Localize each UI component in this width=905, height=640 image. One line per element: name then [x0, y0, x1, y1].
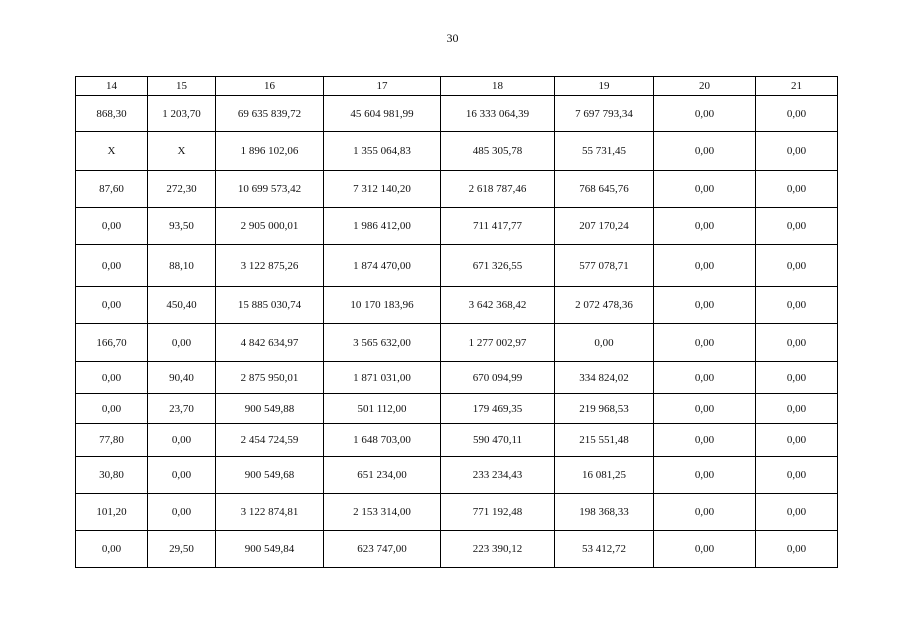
- column-header: 18: [441, 77, 555, 96]
- table-cell: 0,00: [148, 494, 216, 531]
- table-row: [76, 362, 838, 394]
- table-cell: 29,50: [148, 531, 216, 568]
- table-cell: 1 874 470,00: [324, 245, 441, 287]
- table-cell: 0,00: [76, 208, 148, 245]
- table-cell: 334 824,02: [555, 362, 654, 394]
- table-cell: 0,00: [756, 208, 838, 245]
- table-cell: 0,00: [654, 132, 756, 171]
- table-row: [76, 96, 838, 132]
- table-cell: X: [148, 132, 216, 171]
- table-cell: 179 469,35: [441, 394, 555, 424]
- table-cell: 215 551,48: [555, 424, 654, 457]
- table-cell: 207 170,24: [555, 208, 654, 245]
- table-row: [76, 208, 838, 245]
- table-row: [76, 287, 838, 324]
- table-cell: 868,30: [76, 96, 148, 132]
- table-cell: 0,00: [76, 394, 148, 424]
- table-cell: 2 454 724,59: [216, 424, 324, 457]
- header-row: [76, 77, 838, 96]
- table-cell: 771 192,48: [441, 494, 555, 531]
- table-cell: 88,10: [148, 245, 216, 287]
- table-cell: 0,00: [654, 96, 756, 132]
- table-cell: 101,20: [76, 494, 148, 531]
- table-cell: 485 305,78: [441, 132, 555, 171]
- table-cell: 0,00: [756, 324, 838, 362]
- table-cell: 1 896 102,06: [216, 132, 324, 171]
- table-cell: 501 112,00: [324, 394, 441, 424]
- table-cell: 0,00: [756, 424, 838, 457]
- table-cell: 1 277 002,97: [441, 324, 555, 362]
- table-cell: 0,00: [555, 324, 654, 362]
- table-cell: 0,00: [654, 324, 756, 362]
- table-cell: 53 412,72: [555, 531, 654, 568]
- table-cell: 1 203,70: [148, 96, 216, 132]
- table-cell: 2 905 000,01: [216, 208, 324, 245]
- table-cell: 671 326,55: [441, 245, 555, 287]
- table-row: [76, 324, 838, 362]
- table-cell: 450,40: [148, 287, 216, 324]
- table-cell: 0,00: [148, 424, 216, 457]
- table-cell: 768 645,76: [555, 171, 654, 208]
- table-cell: 16 333 064,39: [441, 96, 555, 132]
- table-cell: 3 642 368,42: [441, 287, 555, 324]
- table-cell: 55 731,45: [555, 132, 654, 171]
- table-cell: 0,00: [654, 424, 756, 457]
- table-cell: X: [76, 132, 148, 171]
- table-cell: 23,70: [148, 394, 216, 424]
- table-row: [76, 424, 838, 457]
- table-cell: 7 697 793,34: [555, 96, 654, 132]
- column-header: 14: [76, 77, 148, 96]
- table-cell: 0,00: [654, 457, 756, 494]
- table-cell: 233 234,43: [441, 457, 555, 494]
- table-cell: 0,00: [654, 394, 756, 424]
- table-cell: 0,00: [756, 457, 838, 494]
- table-cell: 590 470,11: [441, 424, 555, 457]
- table-row: [76, 245, 838, 287]
- table-cell: 223 390,12: [441, 531, 555, 568]
- table-cell: 0,00: [654, 287, 756, 324]
- table-cell: 0,00: [756, 362, 838, 394]
- table-cell: 45 604 981,99: [324, 96, 441, 132]
- table-cell: 87,60: [76, 171, 148, 208]
- table-cell: 0,00: [756, 132, 838, 171]
- table-cell: 198 368,33: [555, 494, 654, 531]
- table-cell: 0,00: [76, 287, 148, 324]
- table-row: [76, 171, 838, 208]
- column-header: 21: [756, 77, 838, 96]
- table-row: [76, 494, 838, 531]
- table-cell: 0,00: [756, 531, 838, 568]
- data-table: [75, 76, 838, 568]
- table-cell: 10 699 573,42: [216, 171, 324, 208]
- table-cell: 1 355 064,83: [324, 132, 441, 171]
- table-cell: 900 549,84: [216, 531, 324, 568]
- table-cell: 0,00: [654, 245, 756, 287]
- table-cell: 0,00: [756, 394, 838, 424]
- table-row: [76, 457, 838, 494]
- table-cell: 2 072 478,36: [555, 287, 654, 324]
- table-cell: 93,50: [148, 208, 216, 245]
- table-cell: 623 747,00: [324, 531, 441, 568]
- table-cell: 0,00: [76, 531, 148, 568]
- table-cell: 16 081,25: [555, 457, 654, 494]
- column-header: 15: [148, 77, 216, 96]
- table-cell: 2 875 950,01: [216, 362, 324, 394]
- table-cell: 0,00: [756, 494, 838, 531]
- table-cell: 2 618 787,46: [441, 171, 555, 208]
- table-cell: 10 170 183,96: [324, 287, 441, 324]
- table-cell: 3 122 875,26: [216, 245, 324, 287]
- table-cell: 4 842 634,97: [216, 324, 324, 362]
- table-cell: 0,00: [756, 96, 838, 132]
- table-header: [76, 77, 838, 96]
- table-cell: 0,00: [148, 457, 216, 494]
- table-cell: 90,40: [148, 362, 216, 394]
- table-row: [76, 531, 838, 568]
- table-cell: 219 968,53: [555, 394, 654, 424]
- table-cell: 900 549,68: [216, 457, 324, 494]
- table-cell: 0,00: [148, 324, 216, 362]
- column-header: 20: [654, 77, 756, 96]
- table-cell: 0,00: [654, 208, 756, 245]
- column-header: 19: [555, 77, 654, 96]
- table-cell: 1 648 703,00: [324, 424, 441, 457]
- table-cell: 900 549,88: [216, 394, 324, 424]
- table-cell: 0,00: [654, 494, 756, 531]
- table-cell: 1 871 031,00: [324, 362, 441, 394]
- table-cell: 651 234,00: [324, 457, 441, 494]
- table-cell: 15 885 030,74: [216, 287, 324, 324]
- table-cell: 7 312 140,20: [324, 171, 441, 208]
- table-cell: 0,00: [654, 531, 756, 568]
- column-header: 17: [324, 77, 441, 96]
- table-cell: 0,00: [654, 171, 756, 208]
- table-cell: 3 122 874,81: [216, 494, 324, 531]
- table-cell: 77,80: [76, 424, 148, 457]
- table-cell: 0,00: [756, 287, 838, 324]
- page-number: 30: [446, 31, 459, 45]
- table-cell: 670 094,99: [441, 362, 555, 394]
- table-cell: 0,00: [76, 362, 148, 394]
- table-body: [76, 96, 838, 568]
- table-cell: 3 565 632,00: [324, 324, 441, 362]
- table-cell: 0,00: [76, 245, 148, 287]
- table-cell: 30,80: [76, 457, 148, 494]
- table-cell: 577 078,71: [555, 245, 654, 287]
- table-cell: 0,00: [756, 171, 838, 208]
- table-cell: 0,00: [756, 245, 838, 287]
- table-cell: 1 986 412,00: [324, 208, 441, 245]
- table-cell: 711 417,77: [441, 208, 555, 245]
- table-cell: 166,70: [76, 324, 148, 362]
- table-cell: 2 153 314,00: [324, 494, 441, 531]
- table-row: [76, 394, 838, 424]
- column-header: 16: [216, 77, 324, 96]
- table-cell: 272,30: [148, 171, 216, 208]
- table-cell: 69 635 839,72: [216, 96, 324, 132]
- table-cell: 0,00: [654, 362, 756, 394]
- table-row: [76, 132, 838, 171]
